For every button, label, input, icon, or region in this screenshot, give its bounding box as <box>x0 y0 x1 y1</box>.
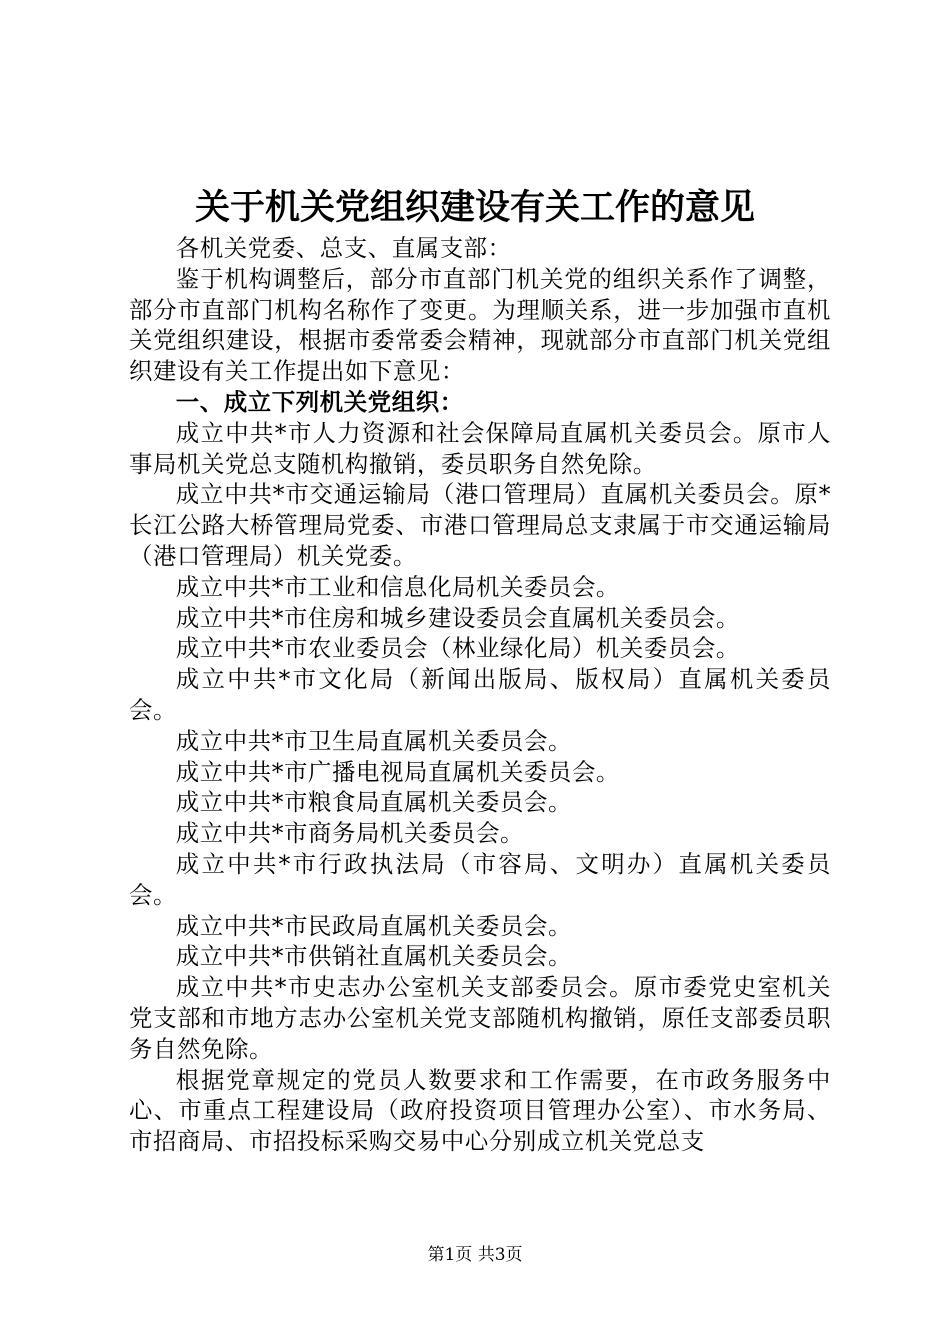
body-paragraph: 成立中共*市商务局机关委员会。 <box>175 819 524 848</box>
body-paragraph: 成立中共*市供销社直属机关委员会。 <box>175 942 572 971</box>
body-paragraph: 成立中共*市粮食局直属机关委员会。 <box>175 788 572 817</box>
body-paragraph: 成立中共*市民政局直属机关委员会。 <box>175 911 572 940</box>
body-paragraph: 成立中共*市广播电视局直属机关委员会。 <box>175 757 620 786</box>
body-paragraph: 成立中共*市住房和城乡建设委员会直属机关委员会。 <box>175 603 740 632</box>
body-paragraph: 各机关党委、总支、直属支部： <box>175 234 512 262</box>
section-heading: 一、成立下列机关党组织： <box>175 387 464 416</box>
body-paragraph: 成立中共*市人力资源和社会保障局直属机关委员会。原市人事局机关党总支随机构撤销，委员职务自然免除。 <box>129 418 831 478</box>
body-paragraph: 成立中共*市农业委员会（林业绿化局）机关委员会。 <box>175 634 740 663</box>
document-body <box>129 233 831 1157</box>
document-title: 关于机关党组织建设有关工作的意见 <box>194 187 755 228</box>
body-paragraph: 成立中共*市交通运输局（港口管理局）直属机关委员会。原*长江公路大桥管理局党委、市港口管理局总支隶属于市交通运输局（港口管理局）机关党委。 <box>129 480 831 570</box>
body-paragraph: 鉴于机构调整后，部分市直部门机关党的组织关系作了调整，部分市直部门机构名称作了变更。为理顺关系，进一步加强市直机关党组织建设，根据市委常委会精神，现就部分市直部门机关党组织建设有关工作提出如下意见： <box>129 264 831 386</box>
page-footer: 第1页 共3页 <box>427 1245 523 1265</box>
body-paragraph: 成立中共*市行政执法局（市容局、文明办）直属机关委员会。 <box>129 849 831 909</box>
body-paragraph: 成立中共*市文化局（新闻出版局、版权局）直属机关委员会。 <box>129 665 831 724</box>
body-paragraph: 成立中共*市史志办公室机关支部委员会。原市委党史室机关党支部和市地方志办公室机关党支部随机构撤销，原任支部委员职务自然免除。 <box>129 973 831 1063</box>
body-paragraph: 成立中共*市工业和信息化局机关委员会。 <box>175 572 620 601</box>
body-paragraph: 根据党章规定的党员人数要求和工作需要，在市政务服务中心、市重点工程建设局（政府投资项目管理办公室）、市水务局、市招商局、市招投标采购交易中心分别成立机关党总支 <box>129 1065 831 1156</box>
body-paragraph: 成立中共*市卫生局直属机关委员会。 <box>175 726 572 755</box>
